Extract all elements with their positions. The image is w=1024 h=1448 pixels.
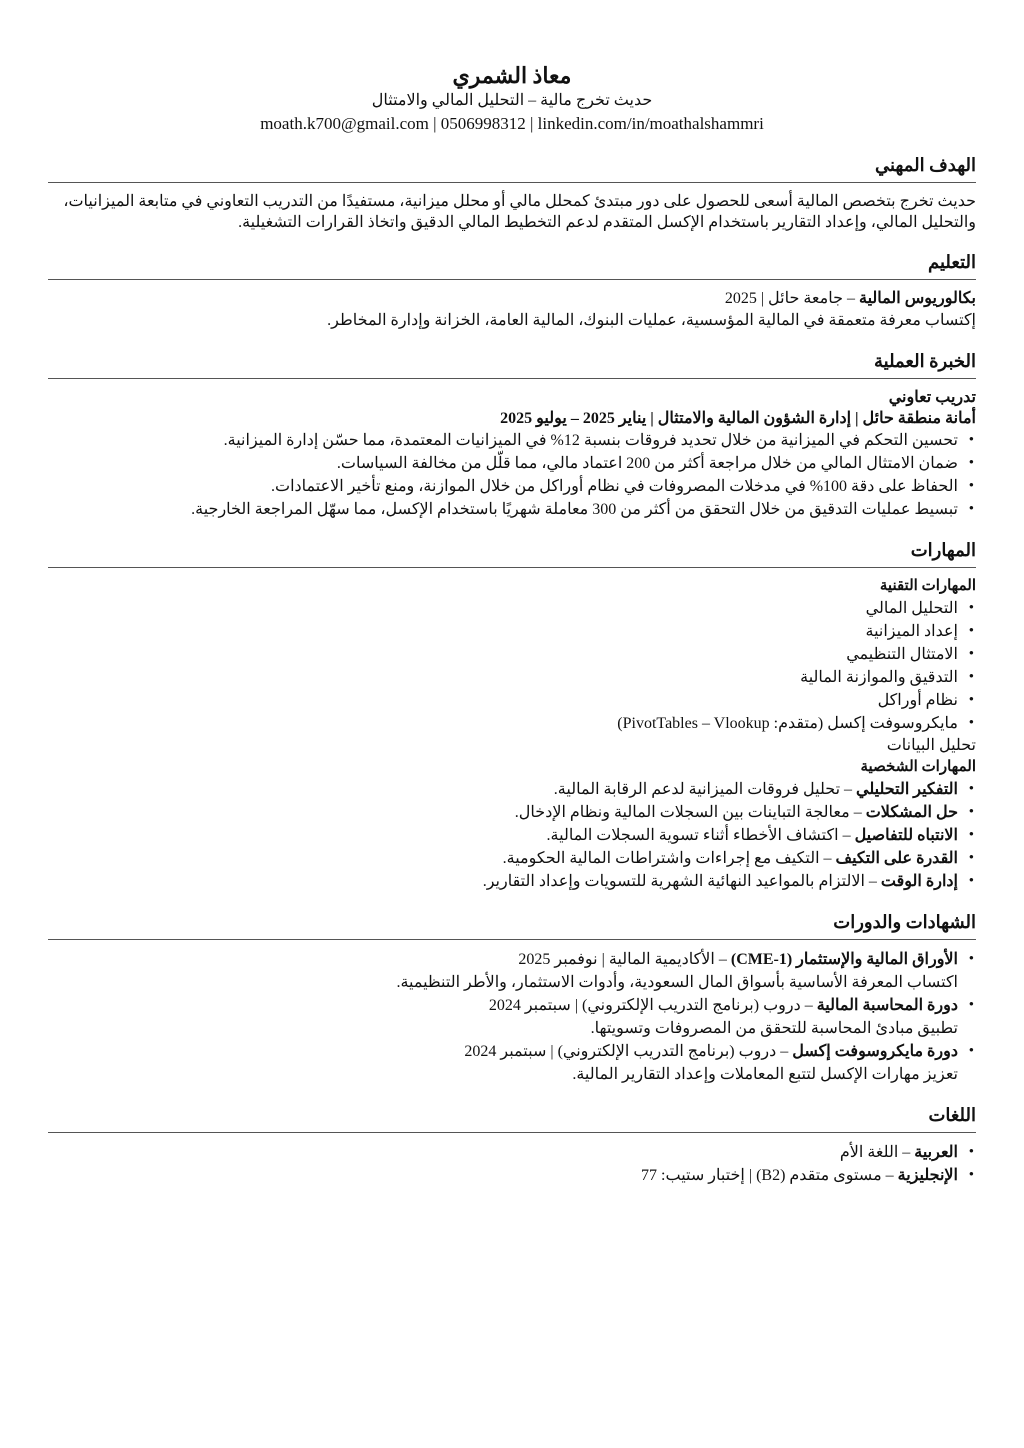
cert-meta: – الأكاديمية المالية | نوفمبر 2025 [518, 951, 731, 968]
degree-name: بكالوريوس المالية [858, 290, 976, 307]
cert-name: دورة المحاسبة المالية [816, 997, 958, 1014]
language-level: – مستوى متقدم (B2) | إختبار ستيب: 77 [641, 1167, 898, 1184]
certifications-section [48, 909, 976, 1086]
cert-name: دورة مايكروسوفت إكسل [792, 1043, 958, 1060]
skill-text: – التكيف مع إجراءات واشتراطات المالية الحكومية. [502, 850, 836, 867]
cert-meta: – دروب (برنامج التدريب الإلكتروني) | سبتمبر 2024 [464, 1043, 793, 1060]
certifications-list [48, 948, 976, 1086]
skill-label: إدارة الوقت [880, 873, 958, 890]
list-item [48, 948, 958, 994]
skill-label: القدرة على التكيف [835, 850, 958, 867]
technical-skills-extra: تحليل البيانات [886, 737, 976, 754]
soft-skills-list [48, 778, 976, 893]
experience-bullets [48, 429, 976, 521]
experience-org: أمانة منطقة حائل | إدارة الشؤون المالية والامتثال | يناير 2025 – يوليو 2025 [500, 410, 976, 427]
list-item: • التدقيق والموازنة المالية [48, 666, 958, 689]
objective-title: الهدف المهني [48, 152, 976, 183]
list-item: • مايكروسوفت إكسل (متقدم: PivotTables – Vlookup) [48, 712, 958, 735]
list-item [48, 870, 958, 893]
experience-section [48, 348, 976, 521]
skill-label: حل المشكلات [865, 804, 958, 821]
skill-label: التفكير التحليلي [856, 781, 958, 798]
list-item [48, 1164, 958, 1187]
objective-section [48, 152, 976, 233]
skill-label: الانتباه للتفاصيل [854, 827, 958, 844]
list-item: • نظام أوراكل [48, 689, 958, 712]
list-item: • تبسيط عمليات التدقيق من خلال التحقق من أكثر من 300 معاملة شهريًا باستخدام الإكسل، مما سهّل المراجعة الخارجية. [48, 498, 958, 521]
education-section [48, 249, 976, 332]
skill-text: – اكتشاف الأخطاء أثناء تسوية السجلات المالية. [546, 827, 855, 844]
languages-list [48, 1141, 976, 1187]
degree-details: – جامعة حائل | 2025 [724, 290, 859, 307]
list-item [48, 847, 958, 870]
language-label: العربية [914, 1144, 958, 1161]
objective-text: حديث تخرج بتخصص المالية أسعى للحصول على دور مبتدئ كمحلل مالي أو محلل ميزانية، مستفيدًا من التدريب التعاوني في متابعة الميزانيات، والتحليل المالي، وإعداد التقارير باستخدام الإكسل المتقدم لدعم التخطيط المالي الدقيق واتخاذ القرارات التشغيلية. [63, 193, 976, 231]
candidate-subtitle: حديث تخرج مالية – التحليل المالي والامتثال [371, 92, 653, 109]
language-level: – اللغة الأم [839, 1144, 915, 1161]
list-item: • الحفاظ على دقة 100% في مدخلات المصروفات في نظام أوراكل من خلال الموازنة، ومنع تأخير الاعتمادات. [48, 475, 958, 498]
candidate-name: معاذ الشمري [452, 63, 572, 88]
list-item [48, 824, 958, 847]
list-item: • تحسين التحكم في الميزانية من خلال تحديد فروقات بنسبة 12% في الميزانيات المعتمدة، مما حسّن إدارة الميزانية. [48, 429, 958, 452]
contact-line: moath.k700@gmail.com | 0506998312 | linkedin.com/in/moathalshammri [260, 114, 764, 133]
list-item: • التحليل المالي [48, 597, 958, 620]
list-item [48, 778, 958, 801]
list-item: • الامتثال التنظيمي [48, 643, 958, 666]
cert-meta: – دروب (برنامج التدريب الإلكتروني) | سبتمبر 2024 [488, 997, 817, 1014]
cert-description: تطبيق مبادئ المحاسبة للتحقق من المصروفات وتسويتها. [590, 1020, 958, 1037]
cert-description: تعزيز مهارات الإكسل لتتبع المعاملات وإعداد التقارير المالية. [572, 1066, 958, 1083]
education-entry [48, 288, 976, 310]
skill-text: – معالجة التباينات بين السجلات المالية ونظام الإدخال. [514, 804, 866, 821]
list-item [48, 1040, 958, 1086]
list-item [48, 994, 958, 1040]
certifications-title: الشهادات والدورات [48, 909, 976, 940]
skills-title: المهارات [48, 537, 976, 568]
languages-section [48, 1102, 976, 1187]
list-item [48, 801, 958, 824]
cert-name: الأوراق المالية والإستثمار (CME-1) [730, 951, 958, 968]
soft-skills-title: المهارات الشخصية [860, 759, 976, 775]
list-item: • ضمان الامتثال المالي من خلال مراجعة أكثر من 200 اعتماد مالي، مما قلّل من مخالفة السياسات. [48, 452, 958, 475]
experience-role: تدريب تعاوني [888, 389, 976, 406]
experience-title: الخبرة العملية [48, 348, 976, 379]
list-item: • إعداد الميزانية [48, 620, 958, 643]
languages-title: اللغات [48, 1102, 976, 1133]
resume-header [48, 62, 976, 136]
technical-skills-title: المهارات التقنية [879, 578, 976, 594]
list-item [48, 1141, 958, 1164]
language-label: الإنجليزية [897, 1167, 958, 1184]
cert-description: اكتساب المعرفة الأساسية بأسواق المال السعودية، وأدوات الاستثمار، والأطر التنظيمية. [396, 974, 958, 991]
skill-text: – تحليل فروقات الميزانية لدعم الرقابة المالية. [553, 781, 857, 798]
skill-text: – الالتزام بالمواعيد النهائية الشهرية للتسويات وإعداد التقارير. [482, 873, 881, 890]
skills-section [48, 537, 976, 893]
education-description: إكتساب معرفة متعمقة في المالية المؤسسية، عمليات البنوك، المالية العامة، الخزانة وإدارة المخاطر. [327, 312, 976, 329]
technical-skills-list [48, 597, 976, 735]
education-title: التعليم [48, 249, 976, 280]
